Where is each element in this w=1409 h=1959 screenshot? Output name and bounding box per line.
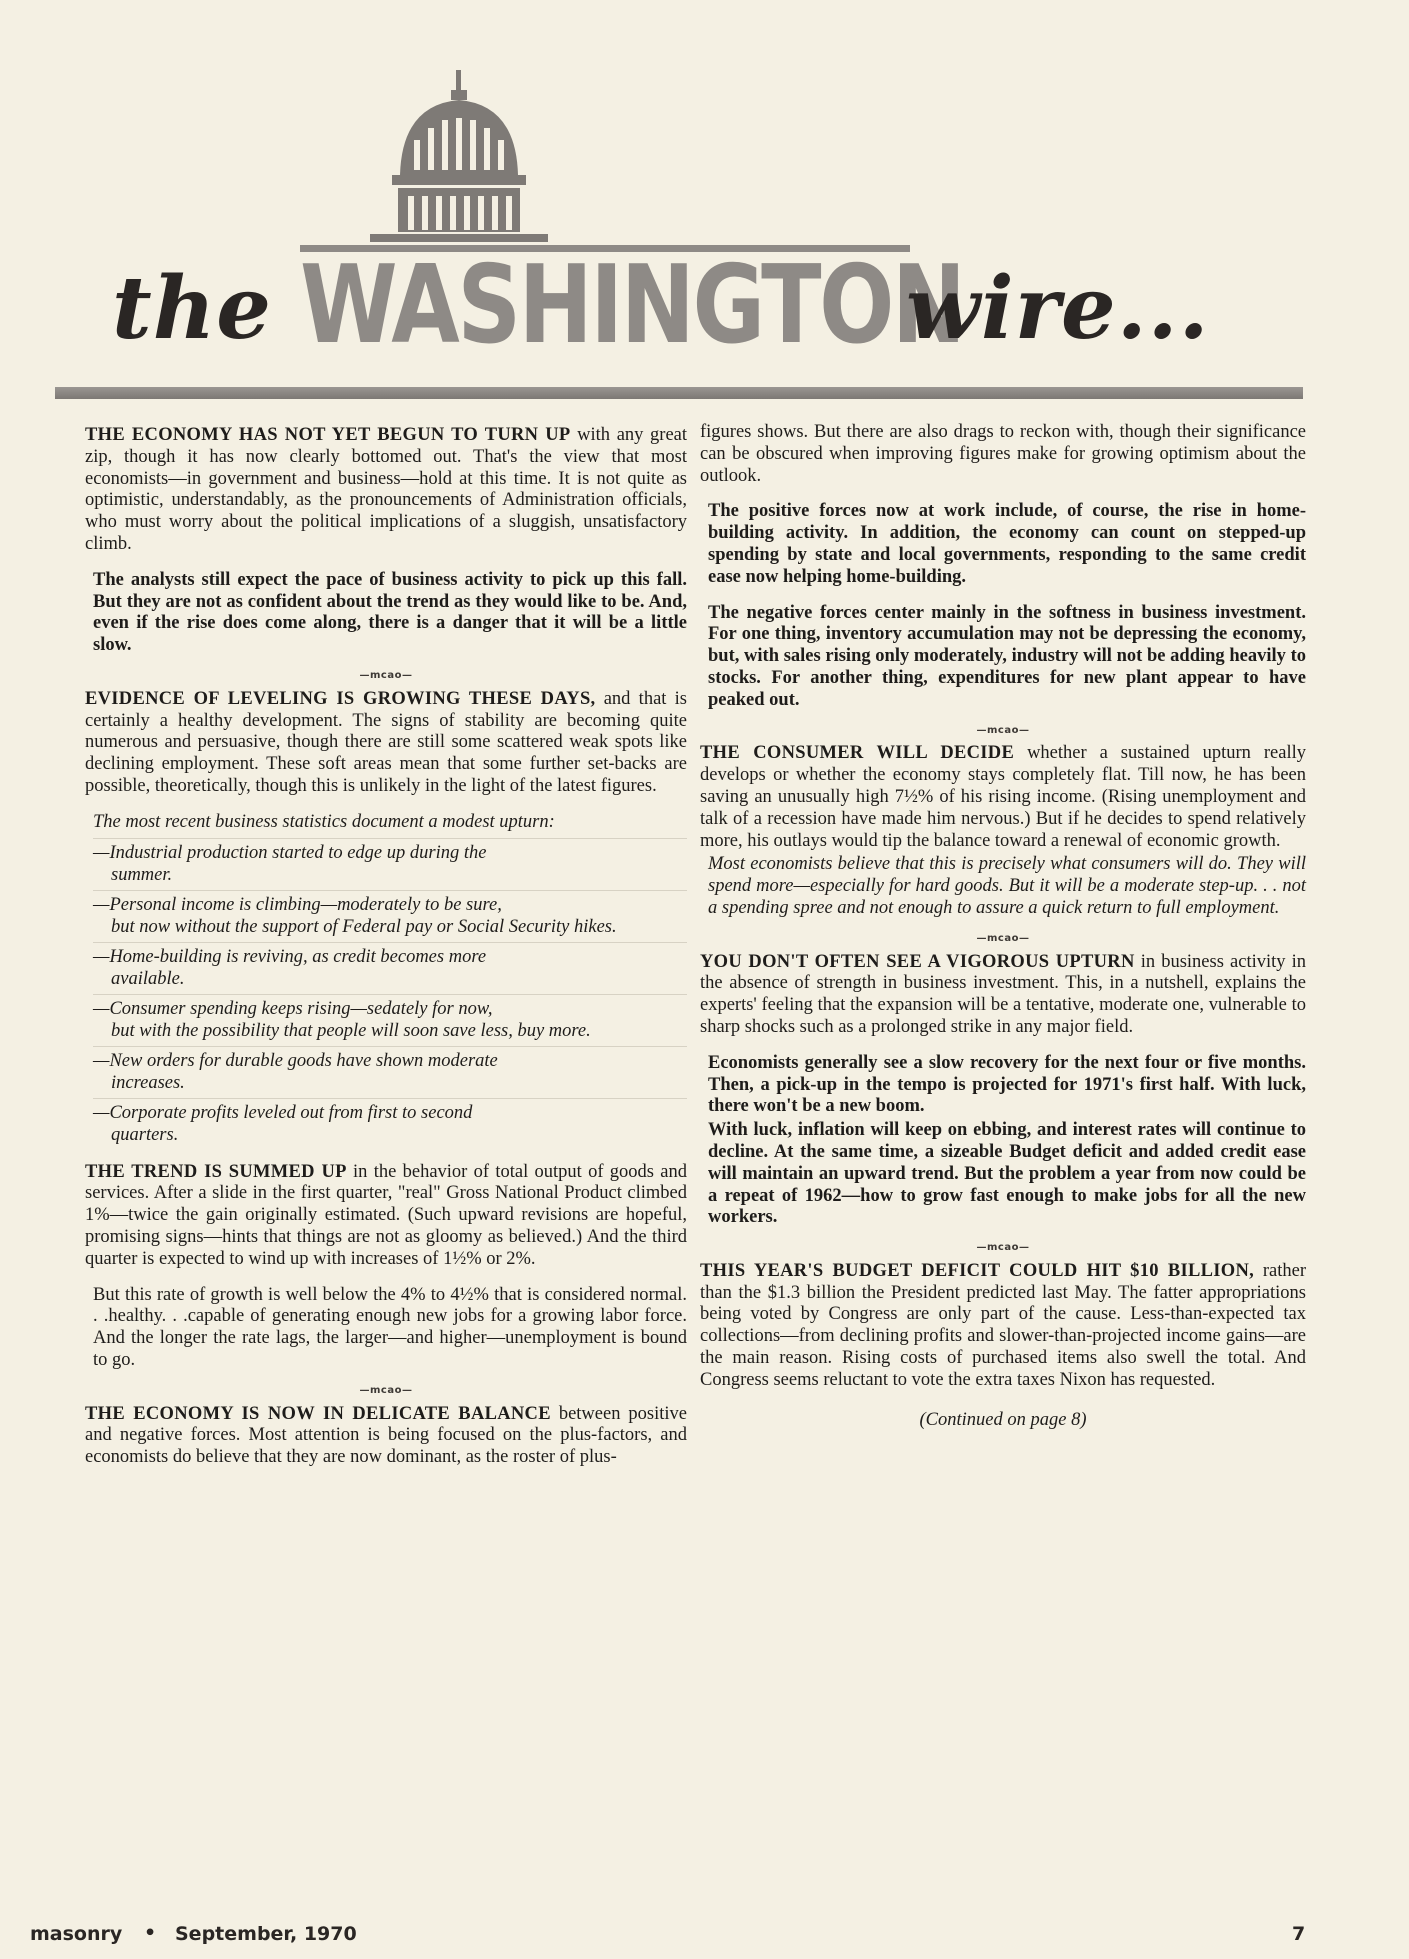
section-lead: YOU DON'T OFTEN SEE A VIGOROUS UPTURN bbox=[700, 951, 1135, 972]
section-body: and that is certainly a healthy development. The signs of stability are becoming quite numerous and persuasive, though there are still some scattered weak spots like declining employment. These soft areas mean that some further set-backs are possible, theoretically, though this is unlikely in the light of the latest figures. bbox=[85, 688, 688, 796]
italic-paragraph: Most economists believe that this is precisely what consumers will do. They will spend more—especially for hard goods. But it will be a moderate step-up. . . not a spending spree and not enough to assure a quick return to full employment. bbox=[708, 854, 1306, 918]
section-lead: THE ECONOMY IS NOW IN DELICATE BALANCE bbox=[85, 1403, 551, 1424]
bold-paragraph: The analysts still expect the pace of business activity to pick up this fall. But they are not as confident about the trend as they would like to be. And, even if the rise does come along, there is a danger that it will be a little slow. bbox=[93, 569, 687, 656]
section-divider: —mcao— bbox=[359, 1384, 413, 1396]
section-lead: THE ECONOMY HAS NOT YET BEGUN TO TURN UP bbox=[85, 425, 571, 445]
section-body: whether a sustained upturn really develops or whether the economy stays completely flat. Till now, he has been saving an unusually high 7½% of his rising income. (Rising unemployment and talk of a recession have made him nervous.) But if he decides to spend relatively more, his outlays would tip the balance toward a renewal of economic growth. bbox=[700, 743, 1307, 851]
page-number: 7 bbox=[1292, 1923, 1306, 1945]
masthead-washington: WASHINGTON bbox=[300, 243, 964, 368]
bold-paragraph: The positive forces now at work include, of course, the rise in home-building activity. In addition, the economy can count on stepped-up spending by state and local governments, responding to the same credit ease now helping home-building. bbox=[708, 501, 1306, 587]
bold-paragraph: With luck, inflation will keep on ebbing, and interest rates will continue to decline. At the same time, a sizeable Budget deficit and added credit ease will maintain an upward trend. But the problem a year from now could be a repeat of 1962—how to grow fast enough to make jobs for all the new workers. bbox=[708, 1120, 1306, 1228]
section-lead: THIS YEAR'S BUDGET DEFICIT COULD HIT $10 BILLION, bbox=[700, 1260, 1255, 1281]
list-item: —Industrial production started to edge up during the summer. bbox=[93, 838, 687, 890]
publication-name: masonry bbox=[30, 1923, 123, 1945]
list-item: —Home-building is reviving, as credit becomes more available. bbox=[93, 942, 687, 994]
left-column bbox=[85, 425, 687, 1483]
paragraph bbox=[85, 689, 687, 798]
section-divider: —mcao— bbox=[976, 1242, 1030, 1254]
list-item: —New orders for durable goods have shown moderate increases. bbox=[93, 1046, 687, 1098]
section-divider: —mcao— bbox=[976, 932, 1030, 944]
paragraph bbox=[700, 743, 1306, 852]
bullet-separator: • bbox=[144, 1922, 157, 1944]
section-body: in business activity in the absence of strength in business investment. This, in a nutshell, explains the experts' feeling that the expansion will be a tentative, moderate one, vulnerable to sharp shocks such as a prolonged strike in any major field. bbox=[700, 951, 1306, 1037]
paragraph bbox=[85, 1162, 687, 1271]
masthead-the: the bbox=[112, 258, 272, 359]
paragraph: figures shows. But there are also drags to reckon with, though their significance can be obscured when improving figures make for growing optimism about the outlook. bbox=[700, 422, 1306, 486]
paragraph bbox=[700, 1261, 1306, 1392]
paragraph: But this rate of growth is well below the 4% to 4½% that is considered normal. . .healthy. . .capable of generating enough new jobs for a growing labor force. And the longer the rate lags, the larger—and higher—unemployment is bound to go. bbox=[93, 1284, 687, 1370]
continued-note: (Continued on page 8) bbox=[919, 1409, 1087, 1430]
paragraph bbox=[85, 425, 687, 556]
list-item: —Personal income is climbing—moderately to be sure, but now without the support of Federal pay or Social Security hikes. bbox=[93, 890, 687, 942]
masthead-rule bbox=[55, 387, 1303, 399]
section-lead: THE TREND IS SUMMED UP bbox=[85, 1161, 347, 1182]
masthead-wire: wire... bbox=[906, 258, 1210, 359]
right-column bbox=[700, 422, 1306, 1431]
section-lead: EVIDENCE OF LEVELING IS GROWING THESE DAYS, bbox=[85, 688, 596, 709]
bold-paragraph: Economists generally see a slow recovery for the next four or five months. Then, a pick-up in the tempo is projected for 1971's first half. With luck, there won't be a new boom. bbox=[708, 1052, 1306, 1117]
section-divider: —mcao— bbox=[359, 669, 413, 681]
section-body: in the behavior of total output of goods and services. After a slide in the first quarter, "real" Gross National Product climbed 1%—twice the gain originally estimated. (Such upward revisions are hopeful, promising signs—hints that things are not as gloomy as believed.) And the third quarter is expected to wind up with increases of 1½% or 2%. bbox=[85, 1161, 688, 1269]
section-body: rather than the $1.3 billion the President predicted last May. The fatter appropriations being voted by Congress are only part of the cause. Less-than-expected tax collections—from declining profits and slower-than-projected income gains—are the main reason. Rising costs of purchased items also swell the total. And Congress seems reluctant to vote the extra taxes Nixon has requested. bbox=[700, 1260, 1306, 1390]
statistics-list bbox=[93, 838, 687, 1150]
section-body: between positive and negative forces. Most attention is being focused on the plus-factors, and economists do believe that they are now dominant, as the roster of plus- bbox=[85, 1403, 687, 1468]
masthead bbox=[0, 0, 1409, 420]
section-body: with any great zip, though it has now clearly bottomed out. That's the view that most economists—in government and business—hold at this time. It is not quite as optimistic, understandably, as the pronouncements of Administration officials, who must worry about the political implications of a sluggish, unsatisfactory climb. bbox=[85, 425, 688, 554]
list-item: —Corporate profits leveled out from first to second quarters. bbox=[93, 1098, 687, 1150]
paragraph bbox=[700, 952, 1306, 1039]
section-lead: THE CONSUMER WILL DECIDE bbox=[700, 743, 1015, 764]
paragraph bbox=[85, 1404, 687, 1469]
bold-paragraph: The negative forces center mainly in the softness in business investment. For one thing, inventory accumulation may not be depressing the economy, but, with sales rising only moderately, industry will not be adding heavily to stocks. For another thing, expenditures for new plant appear to have peaked out. bbox=[708, 602, 1306, 710]
issue-date: September, 1970 bbox=[175, 1923, 357, 1945]
italic-paragraph: The most recent business statistics document a modest upturn: bbox=[93, 811, 555, 832]
section-divider: —mcao— bbox=[976, 724, 1030, 736]
list-item: —Consumer spending keeps rising—sedately for now, but with the possibility that people will soon save less, buy more. bbox=[93, 994, 687, 1046]
